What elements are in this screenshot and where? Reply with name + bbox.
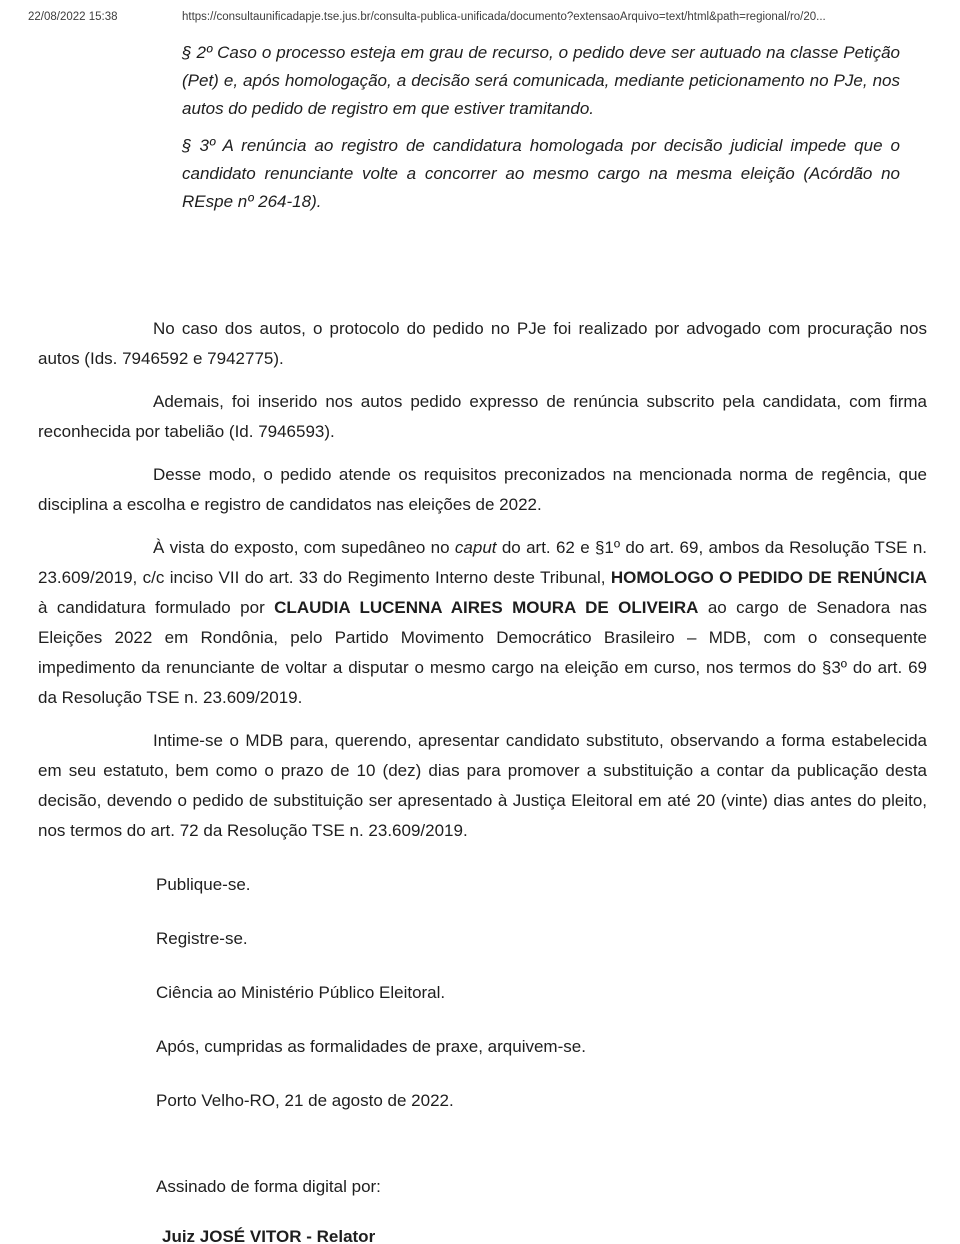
- signature-name: Juiz JOSÉ VITOR - Relator: [162, 1227, 376, 1244]
- quote-paragraph-2: § 2º Caso o processo esteja em grau de recurso, o pedido deve ser autuado na classe Petição (Pet) e, após homologação, a decisão será comunicada, mediante peticionamento no PJe, nos autos do pedido de registro em que estiver tramitando.: [182, 43, 900, 118]
- closing-line-arquivamento: Após, cumpridas as formalidades de praxe, arquivem-se.: [156, 1037, 586, 1056]
- signature-block: [38, 1172, 927, 1244]
- quote-paragraph-3: § 3º A renúncia ao registro de candidatura homologada por decisão judicial impede que o candidato renunciante volte a concorrer ao mesmo cargo na mesma eleição (Acórdão no REspe nº 264-18).: [182, 136, 900, 211]
- body-paragraph-autos: No caso dos autos, o protocolo do pedido no PJe foi realizado por advogado com procuração nos autos (Ids. 7946592 e 7942775).: [38, 319, 927, 368]
- print-header: [0, 0, 960, 24]
- header-url: https://consultaunificadapje.tse.jus.br/consulta-publica-unificada/documento?extensaoArquivo=text/html&path=regional/ro/20...: [182, 11, 826, 23]
- decision-body: [38, 314, 927, 846]
- closing-line-registre: Registre-se.: [156, 929, 248, 948]
- body-paragraph-desse-modo: Desse modo, o pedido atende os requisitos preconizados na mencionada norma de regência, que disciplina a escolha e registro de candidatos nas eleições de 2022.: [38, 465, 927, 514]
- signature-label: Assinado de forma digital por:: [156, 1177, 381, 1196]
- body-paragraph-homologacao: À vista do exposto, com supedâneo no caput do art. 62 e §1º do art. 69, ambos da Resolução TSE n. 23.609/2019, c/c inciso VII do art. 33 do Regimento Interno deste Tribunal, HOMOLOGO O PEDIDO DE RENÚNCIA à candidatura formulado por CLAUDIA LUCENNA AIRES MOURA DE OLIVEIRA ao cargo de Senadora nas Eleições 2022 em Rondônia, pelo Partido Movimento Democrático Brasileiro – MDB, com o consequente impedimento da renunciante de voltar a disputar o mesmo cargo na eleição em curso, nos termos do §3º do art. 69 da Resolução TSE n. 23.609/2019.: [38, 538, 927, 707]
- closing-line-local-data: Porto Velho-RO, 21 de agosto de 2022.: [156, 1091, 454, 1110]
- quoted-provisions: [182, 39, 900, 216]
- closing-line-publique: Publique-se.: [156, 875, 251, 894]
- body-paragraph-ademais: Ademais, foi inserido nos autos pedido expresso de renúncia subscrito pela candidata, com firma reconhecida por tabelião (Id. 7946593).: [38, 392, 927, 441]
- closing-orders: [38, 870, 927, 1116]
- header-datetime: 22/08/2022 15:38: [28, 11, 118, 23]
- body-paragraph-intimacao: Intime-se o MDB para, querendo, apresentar candidato substituto, observando a forma estabelecida em seu estatuto, bem como o prazo de 10 (dez) dias para promover a substituição a contar da publicação desta decisão, devendo o pedido de substituição ser apresentado à Justiça Eleitoral em até 20 (vinte) dias antes do pleito, nos termos do art. 72 da Resolução TSE n. 23.609/2019.: [38, 731, 927, 840]
- closing-line-ciencia: Ciência ao Ministério Público Eleitoral.: [156, 983, 446, 1002]
